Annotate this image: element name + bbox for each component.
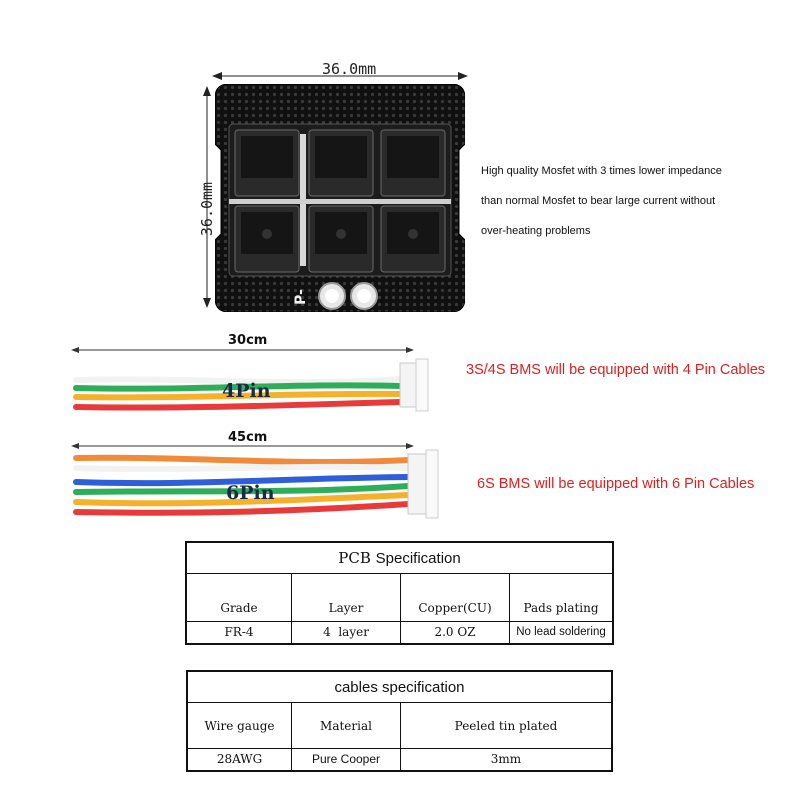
pcb-spec-header: Pads plating	[510, 574, 614, 622]
cable-4pin-length-label: 30cm	[228, 333, 268, 348]
pcb-spec-table	[185, 541, 614, 645]
board-silk-label: P-	[292, 289, 309, 305]
cable-4pin-note: 3S/4S BMS will be equipped with 4 Pin Cables	[466, 362, 766, 378]
mosfet-note-line: over-heating problems	[481, 225, 591, 237]
cable-6pin-length-label: 45cm	[228, 430, 268, 445]
cable-spec-header: Peeled tin plated	[401, 703, 613, 749]
pcb-spec-value: FR-4	[186, 622, 292, 644]
pcb-spec-title	[186, 542, 613, 574]
mosfet-note	[481, 156, 722, 246]
cable-spec-table	[186, 670, 613, 772]
cable-6pin-label: 6Pin	[226, 482, 275, 504]
pcb-spec-title-suffix: Specification	[375, 550, 461, 567]
pcb-spec-header: Layer	[292, 574, 401, 622]
mosfet-note-line: than normal Mosfet to bear large current without	[481, 195, 716, 207]
height-dimension-arrow	[197, 84, 217, 310]
cable-spec-value: Pure Cooper	[292, 749, 401, 771]
height-dimension-label: 36.0mm	[198, 181, 216, 237]
cable-4pin-label: 4Pin	[222, 380, 271, 402]
pcb-spec-value: No lead soldering	[510, 622, 614, 644]
pcb-spec-value: 4 layer	[292, 622, 401, 644]
cable-spec-header: Wire gauge	[187, 703, 292, 749]
pcb-spec-header: Grade	[186, 574, 292, 622]
cable-6pin-note: 6S BMS will be equipped with 6 Pin Cables	[477, 476, 755, 492]
cable-spec-title: cables specification	[187, 671, 612, 703]
cable-spec-value: 3mm	[401, 749, 613, 771]
cable-spec-header: Material	[292, 703, 401, 749]
width-dimension-arrow	[210, 66, 470, 86]
cable-spec-value: 28AWG	[187, 749, 292, 771]
pcb-spec-title-prefix: PCB	[338, 549, 371, 567]
bms-pcb-board	[215, 84, 465, 312]
width-dimension-label: 36.0mm	[322, 60, 377, 78]
mosfet-note-line: High quality Mosfet with 3 times lower impedance	[481, 165, 722, 177]
pcb-spec-value: 2.0 OZ	[401, 622, 510, 644]
pcb-spec-header: Copper(CU)	[401, 574, 510, 622]
